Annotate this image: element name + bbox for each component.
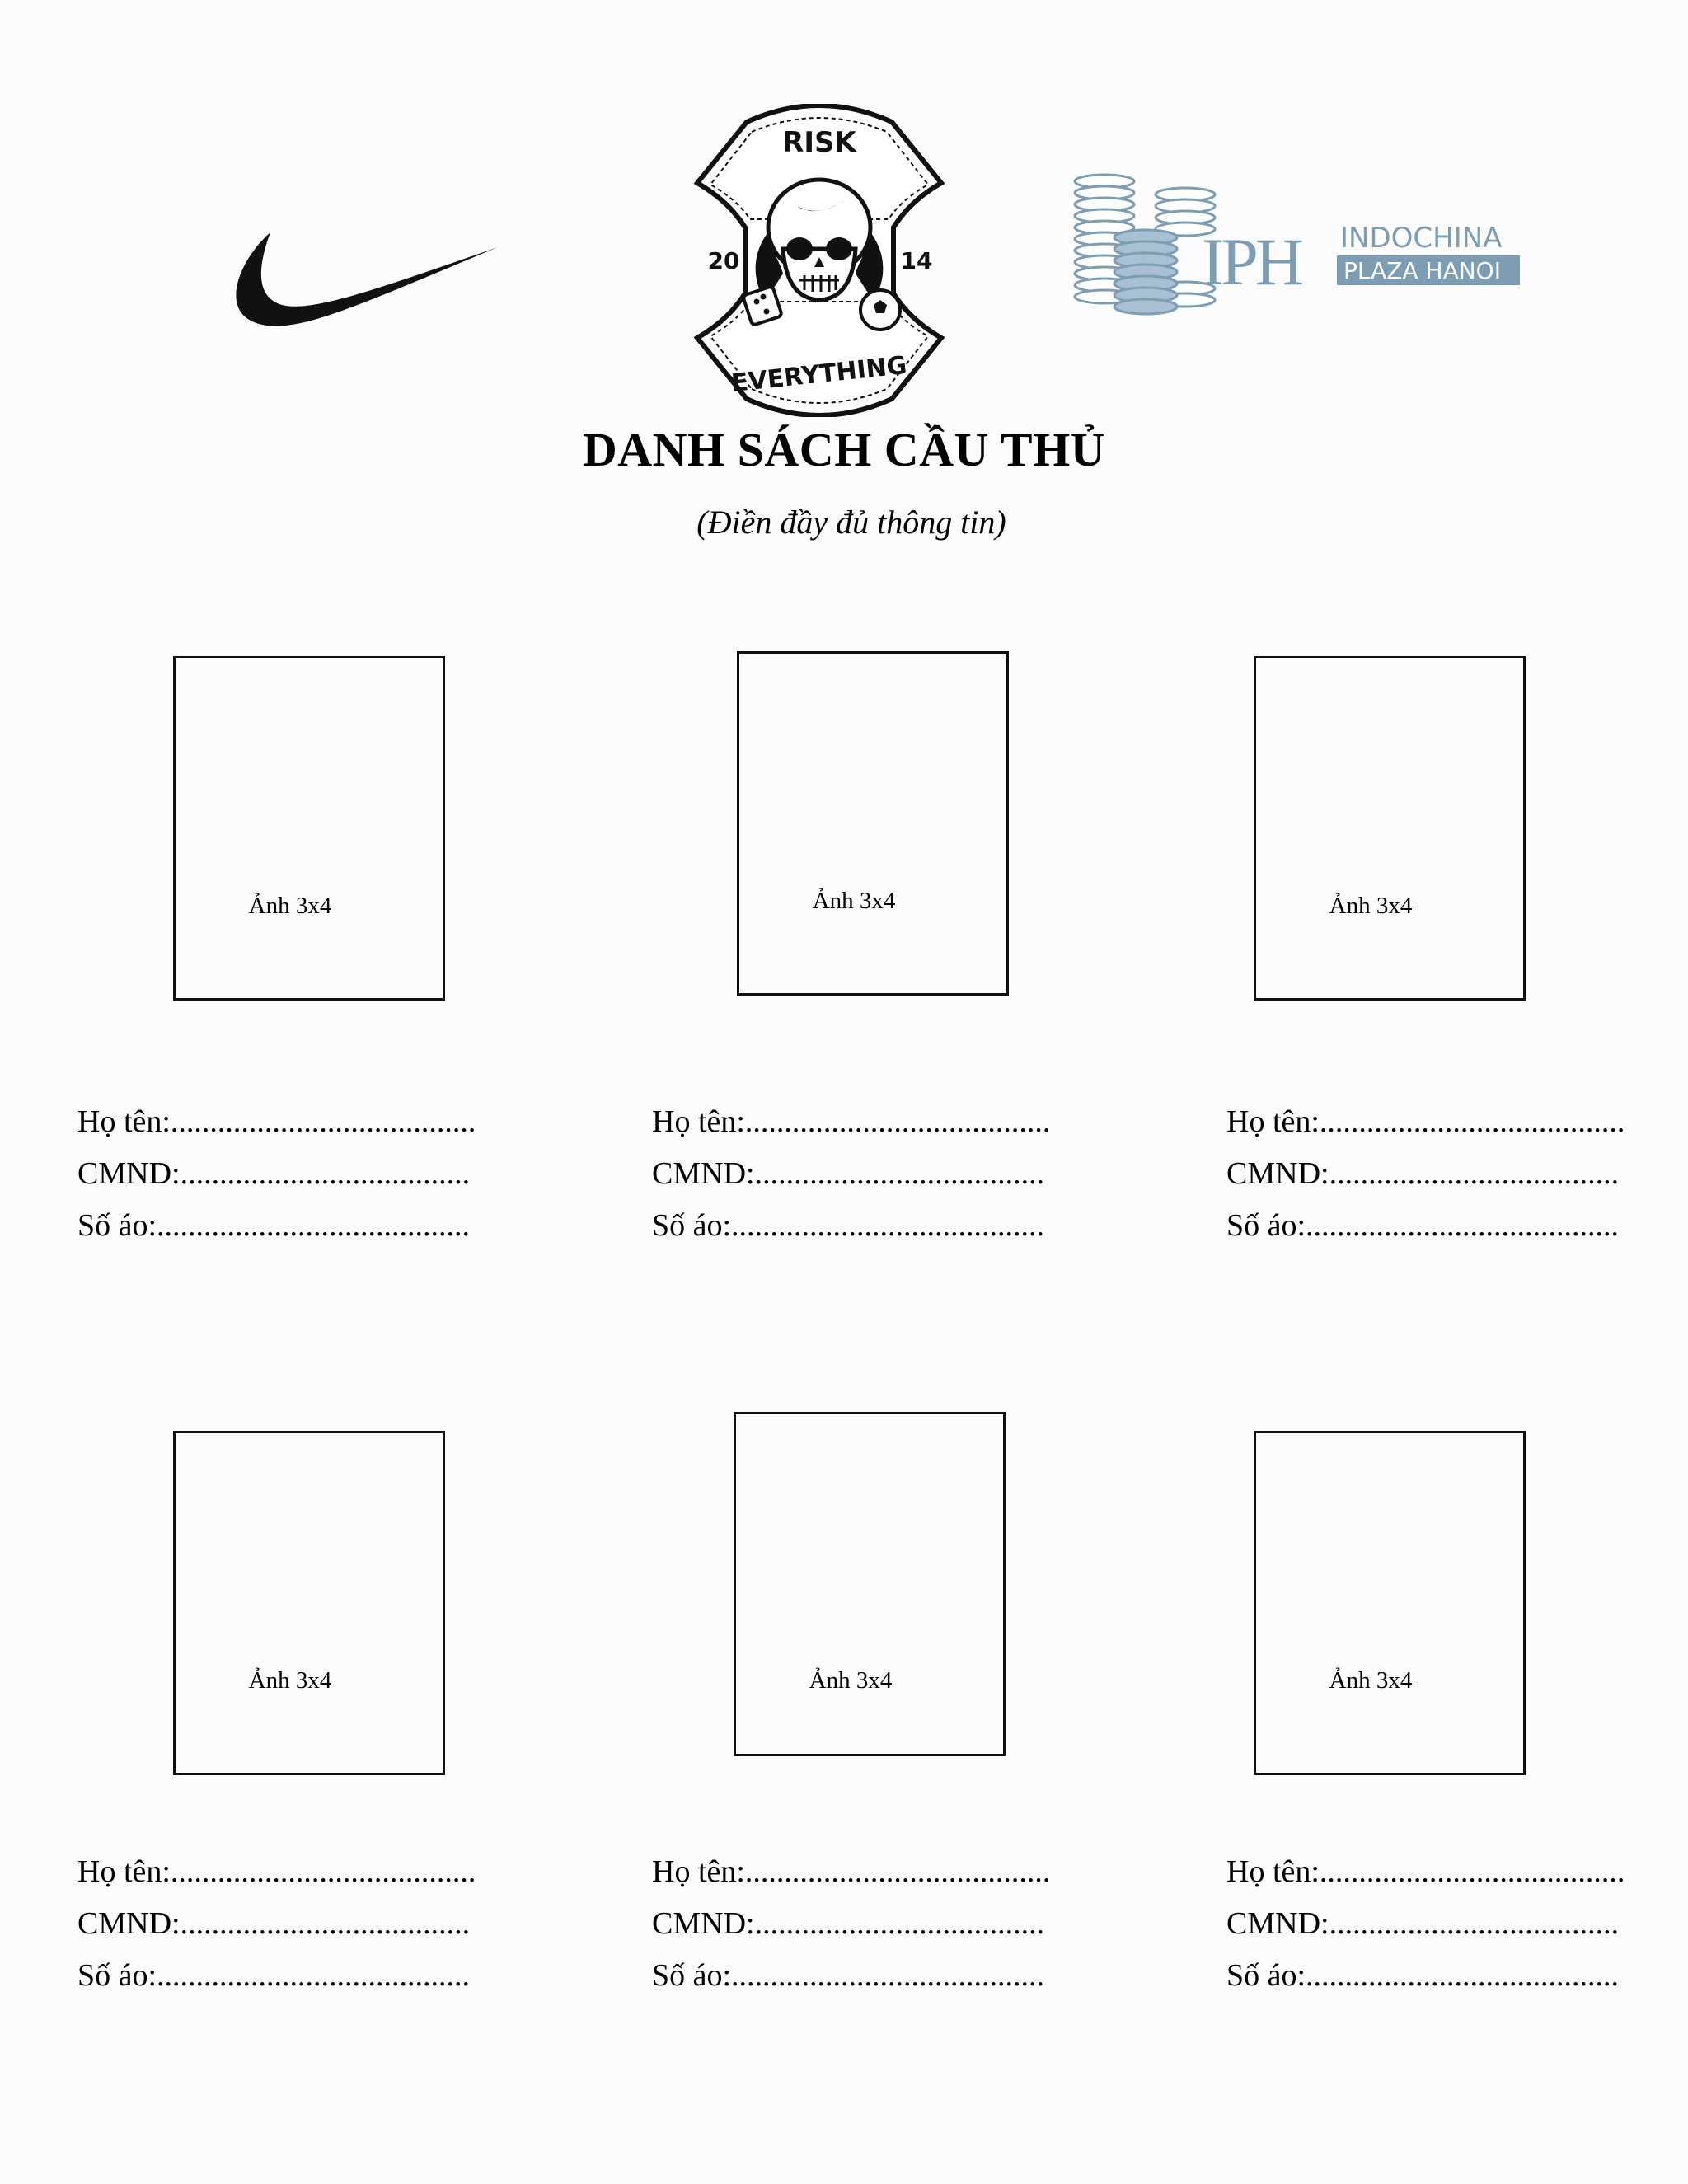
shirt-number-field[interactable]: Số áo:........................................: [1226, 1208, 1620, 1243]
photo-box: [1254, 1431, 1526, 1775]
page-subtitle: (Điền đầy đủ thông tin): [696, 504, 1006, 541]
player-info-block: [652, 1096, 1097, 1252]
id-number-field[interactable]: CMND:.....................................: [652, 1906, 1045, 1941]
photo-box: [734, 1412, 1006, 1756]
shirt-number-field[interactable]: Số áo:........................................: [652, 1208, 1045, 1243]
risk-year-left: 20: [707, 247, 740, 274]
coin-stacks-icon: [1075, 175, 1215, 314]
shirt-number-field[interactable]: Số áo:........................................: [77, 1208, 471, 1243]
shirt-number-field[interactable]: Số áo:........................................: [652, 1958, 1045, 1993]
player-info-block: [77, 1846, 523, 2002]
name-field[interactable]: Họ tên:.......................................: [652, 1104, 1051, 1139]
risk-year-right: 14: [900, 247, 933, 274]
name-field[interactable]: Họ tên:.......................................: [1226, 1104, 1625, 1139]
risk-top-text: RISK: [782, 126, 856, 159]
id-number-field[interactable]: CMND:.....................................: [77, 1906, 471, 1941]
photo-label: Ảnh 3x4: [1329, 1667, 1413, 1694]
name-field[interactable]: Họ tên:.......................................: [1226, 1854, 1625, 1889]
photo-box: [173, 656, 445, 1001]
player-info-block: [652, 1846, 1097, 2002]
iph-line2-text: PLAZA HANOI: [1343, 257, 1501, 284]
player-info-block: [77, 1096, 523, 1252]
id-number-field[interactable]: CMND:.....................................: [652, 1156, 1045, 1191]
id-number-field[interactable]: CMND:.....................................: [1226, 1906, 1620, 1941]
id-number-field[interactable]: CMND:.....................................: [1226, 1156, 1620, 1191]
player-info-block: [1226, 1846, 1672, 2002]
photo-box: [1254, 656, 1526, 1001]
name-field[interactable]: Họ tên:.......................................: [77, 1104, 476, 1139]
photo-label: Ảnh 3x4: [248, 1667, 332, 1694]
shirt-number-field[interactable]: Số áo:........................................: [77, 1958, 471, 1993]
indochina-plaza-hanoi-logo: [1063, 165, 1525, 321]
risk-everything-logo: [689, 104, 950, 417]
iph-line1-text: INDOCHINA: [1340, 222, 1503, 255]
photo-box: [173, 1431, 445, 1775]
iph-mark-text: IPH: [1202, 224, 1301, 299]
photo-label: Ảnh 3x4: [812, 888, 896, 914]
name-field[interactable]: Họ tên:.......................................: [652, 1854, 1051, 1889]
photo-box: [737, 651, 1009, 996]
photo-label: Ảnh 3x4: [809, 1667, 893, 1694]
shirt-number-field[interactable]: Số áo:........................................: [1226, 1958, 1620, 1993]
id-number-field[interactable]: CMND:.....................................: [77, 1156, 471, 1191]
nike-swoosh-logo: [223, 223, 499, 338]
photo-label: Ảnh 3x4: [248, 893, 332, 919]
photo-label: Ảnh 3x4: [1329, 893, 1413, 919]
name-field[interactable]: Họ tên:.......................................: [77, 1854, 476, 1889]
player-info-block: [1226, 1096, 1672, 1252]
football-icon: [860, 290, 900, 330]
page-title: DANH SÁCH CẦU THỦ: [582, 423, 1106, 476]
risk-bottom-text: EVERYTHING: [729, 350, 909, 399]
